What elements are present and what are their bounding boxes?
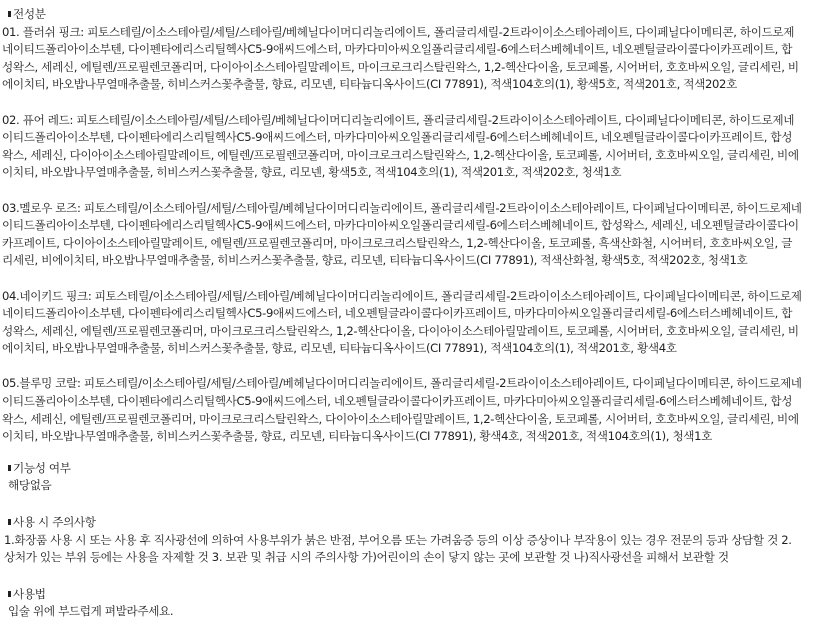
functional-value: 해당없음 [8,478,52,493]
functional-section [2,460,802,495]
caution-section [2,514,802,567]
usage-section [2,586,802,621]
functional-title-row [2,460,802,478]
square-bullet-icon [8,591,11,597]
ingredient-item-pure-red: 02. 퓨어 레드: 피토스테릴/이소스테아릴/세틸/스테아릴/베헤닐다이머디리놀리에이트, 폴리글리세릴-2트라이이소스테아레이트, 다이페닐다이메티콘, 하이드로제네이티드폴리아이소부텐, 다이펜타에리스리틸헥사C5-9애씨드에스터, 마카다미아씨오일폴리글리세릴-6에스터스베헤네이트, 네오펜틸글라이콜다이카프레이트, 합성왁스, 세레신, 다이아이소스테아릴말레이트, 에틸렌/프로필렌코폴리머, 마이크로크리스탈린왁스, 1,2-헥산다이올, 토코페롤, 시어버터, 호호바씨오일, 글리세린, 비에이치티, 바오밥나무열매추출물, 히비스커스꽃추출물, 향료, 리모넨, 황색5호, 적색104호의(1), 적색201호, 적색202호, 청색1호 [2,112,799,180]
caution-text: 1.화장품 사용 시 또는 사용 후 직사광선에 의하여 사용부위가 붉은 반점, 부어오름 또는 가려움증 등의 이상 증상이나 부작용이 있는 경우 전문의 등과 상담할 것 2. 상처가 있는 부위 등에는 사용을 자제할 것 3. 보관 및 취급 시의 주의사항 가)어린이의 손이 닿지 않는 곳에 보관할 것 나)직사광선을 피해서 보관할 것 [4,532,792,565]
ingredients-title-row [2,6,802,24]
square-bullet-icon [8,11,11,17]
ingredients-section [2,6,802,446]
caution-title-row [2,514,802,532]
usage-title-row [2,586,802,604]
ingredients-title: 전성분 [13,7,46,21]
ingredient-item-mellow-rose: 03.멜로우 로즈: 피토스테릴/이소스테아릴/세틸/스테아릴/베헤닐다이머디리놀리에이트, 폴리글리세릴-2트라이이소스테아레이트, 다이페닐다이메티콘, 하이드로제네이티드폴리아이소부텐, 다이펜타에리스리틸헥사C5-9애씨드에스터, 마카다미아씨오일폴리글리세릴-6에스터스베헤네이트, 합성왁스, 세레신, 네오펜틸글라이콜다이카프레이트, 다이아이소스테아릴말레이트, 에틸렌/프로필렌코폴리머, 마이크로크리스탈린왁스, 1,2-헥산다이올, 토코페롤, 흑색산화철, 시어버터, 호호바씨오일, 글리세린, 비에이치티, 바오밥나무열매추출물, 히비스커스꽃추출물, 향료, 리모넨, 티타늄디옥사이드(CI 77891), 적색산화철, 황색5호, 적색202호, 청색1호 [2,200,802,268]
usage-title: 사용법 [13,586,46,601]
ingredient-item-blooming-coral: 05.블루밍 코랄: 피토스테릴/이소스테아릴/세틸/스테아릴/베헤닐다이머디리놀리에이트, 폴리글리세릴-2트라이이소스테아레이트, 다이페닐다이메티콘, 하이드로제네이티드폴리아이소부텐, 다이펜타에리스리틸헥사C5-9애씨드에스터, 네오펜틸글라이콜다이카프레이트, 마카다미아씨오일폴리글리세릴-6에스터스베헤네이트, 합성왁스, 세레신, 에틸렌/프로필렌코폴리머, 마이크로크리스탈린왁스, 다이아이소스테아릴말레이트, 1,2-헥산다이올, 토코페롤, 시어버터, 호호바씨오일, 글리세린, 비에이치티, 바오밥나무열매추출물, 히비스커스꽃추출물, 향료, 리모넨, 티타늄디옥사이드(CI 77891), 황색4호, 적색201호, 적색104호의(1), 청색1호 [2,376,802,444]
functional-title: 기능성 여부 [13,460,71,475]
usage-text: 입술 위에 부드럽게 펴발라주세요. [8,604,174,619]
square-bullet-icon [8,519,11,525]
ingredient-item-naked-pink: 04.네이키드 핑크: 피토스테릴/이소스테아릴/세틸/스테아릴/베헤닐다이머디리놀리에이트, 폴리글리세릴-2트라이이소스테아레이트, 다이페닐다이메티콘, 하이드로제네이티드폴리아이소부텐, 다이펜타에리스리틸헥사C5-9애씨드에스터, 네오펜틸글라이콜다이카프레이트, 마카다미아씨오일폴리글리세릴-6에스터스베헤네이트, 합성왁스, 세레신, 에틸렌/프로필렌코폴리머, 마이크로크리스탈린왁스, 1,2-헥산다이올, 다이아이소스테아릴말레이트, 토코페롤, 시어버터, 호호바씨오일, 글리세린, 비에이치티, 바오밥나무열매추출물, 히비스커스꽃추출물, 향료, 리모넨, 티타늄디옥사이드(CI 77891), 적색104호의(1), 적색201호, 황색4호 [2,288,802,356]
square-bullet-icon [8,465,11,471]
ingredient-list [2,24,802,446]
ingredient-item-flush-pink: 01. 플러쉬 핑크: 피토스테릴/이소스테아릴/세틸/스테아릴/베헤닐다이머디리놀리에이트, 폴리글리세릴-2트라이이소스테아레이트, 다이페닐다이메티콘, 하이드로제네이티드폴리아이소부텐, 다이펜타에리스리틸헥사C5-9애씨드에스터, 마카다미아씨오일폴리글리세릴-6에스터스베헤네이트, 네오펜틸글라이콜다이카프레이트, 합성왁스, 세레신, 에틸렌/프로필렌코폴리머, 다이아이소스테아릴말레이트, 마이크로크리스탈린왁스, 1,2-헥산다이올, 토코페롤, 시어버터, 호호바씨오일, 글리세린, 비에이치티, 바오밥나무열매추출물, 히비스커스꽃추출물, 향료, 리모넨, 티타늄디옥사이드(CI 77891), 적색104호의(1), 황색5호, 적색201호, 적색202호 [2,24,799,92]
caution-title: 사용 시 주의사항 [13,515,96,530]
